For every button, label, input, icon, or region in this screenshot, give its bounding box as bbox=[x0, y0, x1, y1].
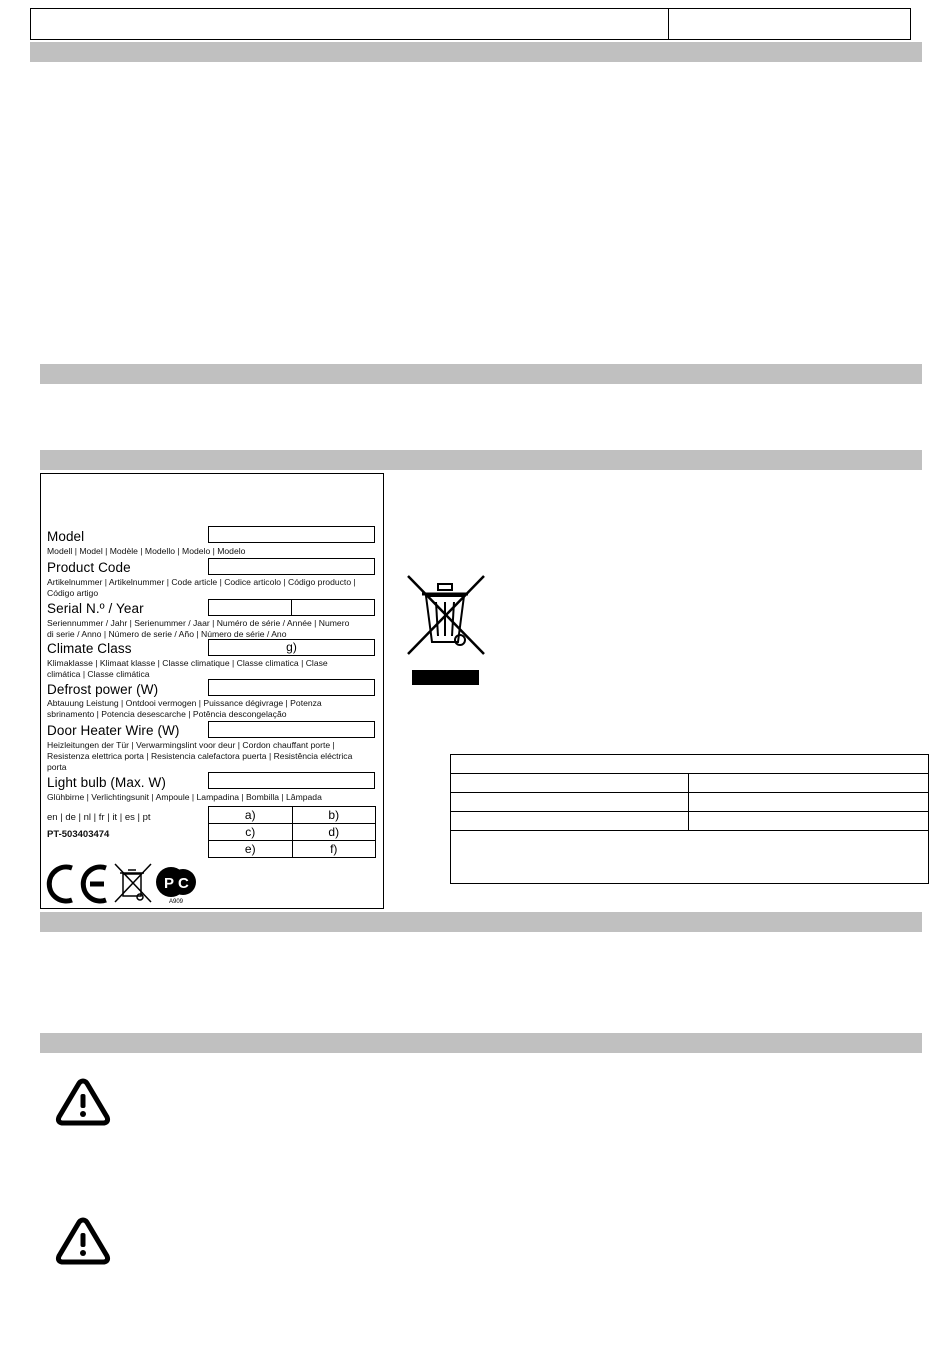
product-code-field bbox=[208, 558, 375, 575]
product-code-translations: Artikelnummer | Artikelnummer | Code article | Codice articolo | Código producto | Código artigo bbox=[47, 577, 356, 598]
table-rule bbox=[451, 830, 928, 831]
model-field bbox=[208, 526, 375, 543]
door-heater-translations: Heizleitungen der Tür | Verwarmingslint voor deur | Cordon chauffant porte | Resistenza elettrica porta | Resistencia calefactora puerta | Resistência eléctrica porta bbox=[47, 740, 353, 772]
rating-label bbox=[40, 473, 384, 909]
grid-row bbox=[209, 824, 376, 841]
serial-translations: Seriennummer / Jahr | Serienummer / Jaar | Numéro de série / Année | Numero di serie / Anno | Número de serie / Año | Número de série / Ano bbox=[47, 618, 350, 639]
weee-bar bbox=[412, 670, 479, 685]
grid-cell: e) bbox=[209, 841, 293, 858]
small-weee-bin-icon bbox=[113, 862, 153, 906]
table-rule bbox=[451, 773, 928, 774]
section-bar-5 bbox=[40, 1033, 922, 1053]
climate-class-translations: Klimaklasse | Klimaat klasse | Classe climatique | Classe climatica | Clase climática | Classe climática bbox=[47, 658, 328, 679]
door-heater-title: Door Heater Wire (W) bbox=[47, 723, 180, 738]
grid-row bbox=[209, 841, 376, 858]
grid-cell: c) bbox=[209, 824, 293, 841]
svg-text:C: C bbox=[178, 875, 189, 892]
grid-cell: d) bbox=[292, 824, 376, 841]
header-divider bbox=[668, 8, 669, 39]
table-rule bbox=[451, 792, 928, 793]
section-bar-4 bbox=[40, 912, 922, 932]
section-bar-2 bbox=[40, 364, 922, 384]
header-box bbox=[30, 8, 911, 40]
warning-icon bbox=[54, 1076, 112, 1128]
light-bulb-title: Light bulb (Max. W) bbox=[47, 775, 166, 790]
svg-text:P: P bbox=[164, 875, 175, 892]
grid-row bbox=[209, 807, 376, 824]
weee-bin-icon bbox=[404, 572, 488, 658]
year-field bbox=[291, 599, 375, 616]
warning-icon bbox=[54, 1215, 112, 1267]
grid-cell: f) bbox=[292, 841, 376, 858]
model-translations: Modell | Model | Modèle | Modello | Modelo | Modelo bbox=[47, 546, 246, 556]
section-bar-3 bbox=[40, 450, 922, 470]
section-bar-1 bbox=[30, 42, 922, 62]
light-bulb-translations: Glühbirne | Verlichtingsunit | Ampoule | Lampadina | Bombilla | Lâmpada bbox=[47, 792, 322, 802]
data-table bbox=[450, 754, 929, 884]
cert-code: A909 bbox=[169, 899, 184, 905]
light-bulb-field bbox=[208, 772, 375, 789]
model-title: Model bbox=[47, 529, 85, 544]
table-column-divider bbox=[688, 773, 689, 830]
spec-grid bbox=[208, 806, 376, 858]
defrost-power-translations: Abtauung Leistung | Ontdooi vermogen | Puissance dégivrage | Potenza sbrinamento | Potencia desescarche | Potência descongelação bbox=[47, 698, 322, 719]
climate-class-field: g) bbox=[208, 639, 375, 656]
defrost-power-field bbox=[208, 679, 375, 696]
climate-class-title: Climate Class bbox=[47, 641, 132, 656]
ce-mark-icon bbox=[44, 864, 116, 904]
language-codes: en | de | nl | fr | it | es | pt bbox=[47, 812, 151, 823]
serial-title: Serial N.º / Year bbox=[47, 601, 144, 616]
grid-cell: b) bbox=[292, 807, 376, 824]
pct-mark-icon bbox=[155, 864, 199, 900]
serial-field bbox=[208, 599, 292, 616]
defrost-power-title: Defrost power (W) bbox=[47, 682, 159, 697]
door-heater-field bbox=[208, 721, 375, 738]
part-number: PT-503403474 bbox=[47, 829, 110, 840]
product-code-title: Product Code bbox=[47, 560, 131, 575]
grid-cell: a) bbox=[209, 807, 293, 824]
table-rule bbox=[451, 811, 928, 812]
